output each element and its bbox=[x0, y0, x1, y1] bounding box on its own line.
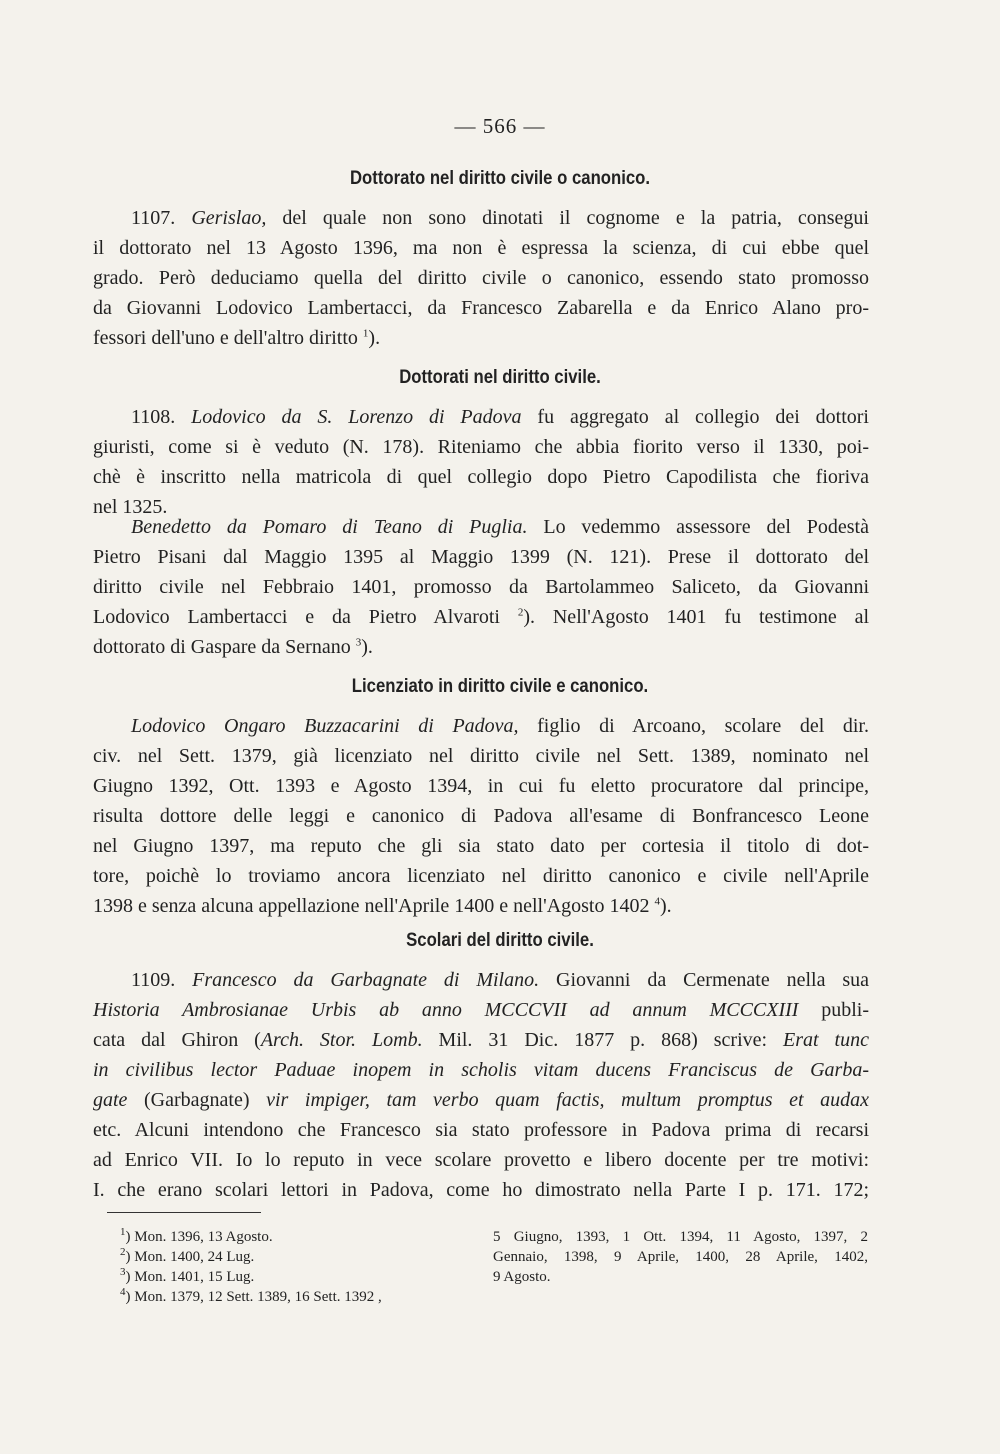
text-line: giuristi, come si è veduto (N. 178). Riteniamo che abbia fiorito verso il 1330, poi- bbox=[93, 436, 869, 458]
text-span: cata dal Ghiron ( bbox=[93, 1029, 261, 1051]
footnote bbox=[120, 1287, 382, 1307]
text-line: risulta dottore delle leggi e canonico di Padova all'esame di Bonfrancesco Leone bbox=[93, 805, 869, 827]
footnote-mark: 2 bbox=[120, 1246, 126, 1258]
text-line: tore, poichè lo troviamo ancora licenziato nel diritto canonico e civile nell'Aprile bbox=[93, 865, 869, 887]
page-number: — 566 — bbox=[454, 114, 546, 138]
text-span: Giovanni da Cermenate nella sua bbox=[539, 969, 869, 991]
footnote-mark: 4 bbox=[120, 1286, 126, 1298]
footnote-text: ) Mon. 1396, 13 Agosto. bbox=[125, 1229, 273, 1245]
text-span: Mil. 31 Dic. 1877 p. 868) scrive: bbox=[422, 1029, 784, 1051]
footnote-ref: 2 bbox=[517, 606, 524, 619]
text-line: diritto civile nel Febbraio 1401, promosso da Bartolammeo Saliceto, da Giovanni bbox=[93, 576, 869, 598]
text-line bbox=[93, 402, 869, 432]
footnote bbox=[120, 1227, 382, 1247]
text-line: nel 1325. bbox=[93, 496, 168, 518]
person-name: Francesco da Garbagnate di Milano. bbox=[192, 969, 540, 991]
footnote-ref: 4 bbox=[654, 895, 660, 908]
latin-quote: vir impiger, tam verbo quam factis, multum promptus et audax bbox=[266, 1089, 869, 1111]
footnote-mark: 3 bbox=[120, 1266, 126, 1278]
text-span: dottorato di Gaspare da Sernano bbox=[93, 636, 356, 658]
text-line bbox=[93, 1085, 869, 1115]
text-line bbox=[93, 632, 869, 662]
footnote-ref: 1 bbox=[362, 327, 369, 340]
heading-scolari: Scolari del diritto civile. bbox=[406, 930, 594, 951]
footnote bbox=[120, 1247, 382, 1267]
text-span: del quale non sono dinotati il cognome e la patria, consegui bbox=[266, 207, 869, 229]
text-line bbox=[93, 965, 869, 995]
paragraph-ongaro bbox=[93, 711, 869, 921]
text-line: etc. Alcuni intendono che Francesco sia stato professore in Padova prima di recarsi bbox=[93, 1119, 869, 1141]
text-line: ad Enrico VII. Io lo reputo in vece scolare provetto e libero docente per tre motivi: bbox=[93, 1149, 869, 1171]
text-span: Lo vedemmo assessore del Podestà bbox=[527, 516, 869, 538]
text-line: in civilibus lector Paduae inopem in scholis vitam ducens Franciscus de Garba- bbox=[93, 1059, 869, 1081]
text-span: ). bbox=[368, 327, 381, 349]
text-line: nel Giugno 1397, ma reputo che gli sia stato dato per cortesia il titolo di dot- bbox=[93, 835, 869, 857]
footnotes-left bbox=[120, 1227, 382, 1307]
footnote-text: ) Mon. 1379, 12 Sett. 1389, 16 Sett. 1392 , bbox=[125, 1289, 382, 1305]
latin-quote: Erat tunc bbox=[783, 1029, 869, 1051]
text-line bbox=[93, 602, 869, 632]
text-line bbox=[93, 1025, 869, 1055]
text-line bbox=[93, 203, 869, 233]
text-line bbox=[93, 995, 869, 1025]
paragraph-1109 bbox=[93, 965, 869, 1205]
heading-dottorato-civile-canonico: Dottorato nel diritto civile o canonico. bbox=[349, 168, 651, 189]
footnote-rule bbox=[107, 1212, 261, 1213]
text-span: ). bbox=[361, 636, 373, 658]
footnote-mark: 1 bbox=[120, 1226, 126, 1238]
text-line: il dottorato nel 13 Agosto 1396, ma non è espressa la scienza, di cui ebbe quel bbox=[93, 237, 869, 259]
footnote-continuation: Gennaio, 1398, 9 Aprile, 1400, 28 Aprile, 1402, bbox=[493, 1249, 868, 1265]
text-span: ). Nell'Agosto 1401 fu testimone al bbox=[523, 606, 869, 628]
person-name: Benedetto da Pomaro di Teano di Puglia. bbox=[131, 516, 528, 538]
footnotes-right bbox=[493, 1227, 868, 1287]
text-span: publi- bbox=[798, 999, 869, 1021]
text-line: da Giovanni Lodovico Lambertacci, da Francesco Zabarella e da Enrico Alano pro- bbox=[93, 297, 869, 319]
text-span: Lodovico Lambertacci e da Pietro Alvaroti bbox=[93, 606, 518, 628]
text-line: grado. Però deduciamo quella del diritto civile o canonico, essendo stato promosso bbox=[93, 267, 869, 289]
entry-number: 1109. bbox=[131, 969, 193, 991]
book-title: Historia Ambrosianae Urbis ab anno MCCCVII ad annum MCCCXIII bbox=[93, 999, 799, 1021]
text-span: fu aggregato al collegio dei dottori bbox=[521, 406, 869, 428]
person-name: Lodovico da S. Lorenzo di Padova bbox=[191, 406, 522, 428]
text-line bbox=[93, 711, 869, 741]
footnote-continuation: 9 Agosto. bbox=[493, 1269, 551, 1285]
text-line: chè è inscritto nella matricola di quel collegio dopo Pietro Capodilista che fioriva bbox=[93, 466, 869, 488]
paragraph-benedetto bbox=[93, 512, 869, 662]
text-span: (Garbagnate) bbox=[127, 1089, 267, 1111]
footnote-continuation: 5 Giugno, 1393, 1 Ott. 1394, 11 Agosto, 1397, 2 bbox=[493, 1229, 868, 1245]
text-span: 1398 e senza alcuna appellazione nell'Aprile 1400 e nell'Agosto 1402 bbox=[93, 895, 655, 917]
text-span: figlio di Arcoano, scolare del dir. bbox=[518, 715, 869, 737]
journal-title: Arch. Stor. Lomb. bbox=[260, 1029, 423, 1051]
heading-licenziato: Licenziato in diritto civile e canonico. bbox=[351, 676, 649, 697]
text-line: Pietro Pisani dal Maggio 1395 al Maggio 1399 (N. 121). Prese il dottorato del bbox=[93, 546, 869, 568]
paragraph-1108 bbox=[93, 402, 869, 522]
footnote bbox=[120, 1267, 382, 1287]
footnote-text: ) Mon. 1401, 15 Lug. bbox=[125, 1269, 255, 1285]
entry-number: 1108. bbox=[131, 406, 192, 428]
entry-number: 1107. bbox=[131, 207, 192, 229]
text-line bbox=[93, 323, 869, 353]
text-line: I. che erano scolari lettori in Padova, come ho dimostrato nella Parte I p. 171. 172; bbox=[93, 1179, 869, 1201]
text-span: fessori dell'uno e dell'altro diritto bbox=[93, 327, 363, 349]
footnote-ref: 3 bbox=[355, 636, 362, 649]
text-line bbox=[93, 891, 869, 921]
text-line bbox=[93, 512, 869, 542]
person-name: Gerislao, bbox=[191, 207, 267, 229]
footnote-text: ) Mon. 1400, 24 Lug. bbox=[125, 1249, 255, 1265]
text-span: ). bbox=[659, 895, 672, 917]
paragraph-1107 bbox=[93, 203, 869, 353]
person-name: Lodovico Ongaro Buzzacarini di Padova, bbox=[131, 715, 519, 737]
latin-quote: gate bbox=[93, 1089, 128, 1111]
text-line: civ. nel Sett. 1379, già licenziato nel diritto civile nel Sett. 1389, nominato nel bbox=[93, 745, 869, 767]
heading-dottorati-civile: Dottorati nel diritto civile. bbox=[399, 367, 601, 388]
text-line: Giugno 1392, Ott. 1393 e Agosto 1394, in cui fu eletto procuratore dal principe, bbox=[93, 775, 869, 797]
